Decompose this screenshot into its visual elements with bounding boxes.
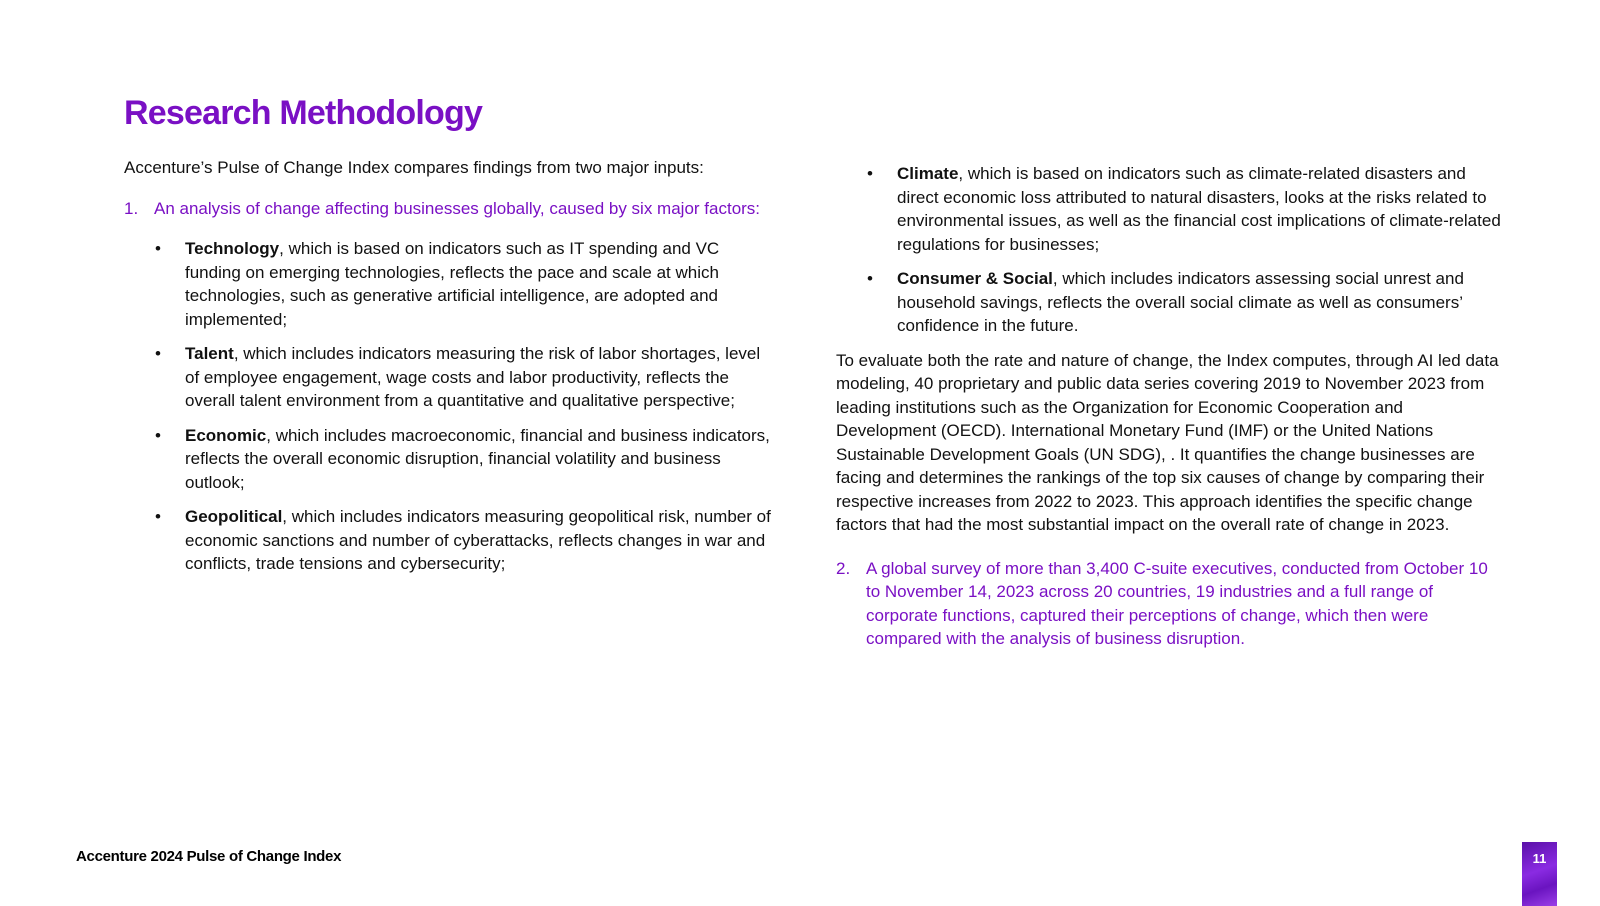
methodology-paragraph: To evaluate both the rate and nature of change, the Index computes, through AI led data modeling, 40 proprietary and public data series covering 2019 to November 2023 from leading institutions such as the Organization for Economic Cooperation and Development (OECD). International Monetary Fund (IMF) or the United Nations Sustainable Development Goals (UN SDG), . It quantifies the change businesses are facing and determines the rankings of the top six causes of change by comparing their respective increases from 2022 to 2023. This approach identifies the specific change factors that had the most substantial impact on the overall rate of change in 2023. bbox=[836, 350, 1499, 534]
footer-title: Accenture 2024 Pulse of Change Index bbox=[76, 848, 342, 865]
factor-name: Geopolitical bbox=[185, 507, 283, 526]
intro-text: Accenture’s Pulse of Change Index compares findings from two major inputs: bbox=[124, 158, 704, 177]
factor-name: Consumer & Social bbox=[897, 269, 1053, 288]
factor-item-talent bbox=[154, 342, 774, 413]
factor-name: Climate bbox=[897, 164, 959, 183]
factor-description: , which includes indicators measuring geopolitical risk, number of economic sanctions and number of cyberattacks, reflects changes in war and conflicts, trade tensions and cybersecurity; bbox=[185, 507, 771, 573]
bullet-icon: • bbox=[867, 269, 873, 288]
factor-list-continued bbox=[836, 162, 1501, 338]
item-number: 2. bbox=[836, 558, 851, 578]
factor-description: , which includes macroeconomic, financial and business indicators, reflects the overall economic disruption, financial volatility and business outlook; bbox=[185, 425, 770, 492]
factor-list bbox=[124, 237, 774, 576]
factor-description: , which is based on indicators such as climate-related disasters and direct economic loss attributed to natural disasters, looks at the risks related to environmental issues, as well as the financial cost implications of climate-related regulations for businesses; bbox=[897, 164, 1501, 254]
factor-item-climate bbox=[866, 162, 1501, 256]
numbered-item-1 bbox=[124, 197, 774, 221]
factor-description: , which includes indicators assessing social unrest and household savings, reflects the overall social climate as well as consumers’ confidence in the future. bbox=[897, 269, 1464, 335]
bullet-icon: • bbox=[155, 239, 161, 258]
item-text: An analysis of change affecting businesses globally, caused by six major factors: bbox=[154, 198, 761, 218]
numbered-item-2 bbox=[836, 557, 1501, 651]
bullet-icon: • bbox=[155, 344, 161, 363]
left-column bbox=[124, 156, 774, 587]
factor-description: , which includes indicators measuring the risk of labor shortages, level of employee engagement, wage costs and labor productivity, reflects the overall talent environment from a quantitative and qualitative perspective; bbox=[185, 344, 761, 410]
page-title: Research Methodology bbox=[124, 94, 483, 132]
page-number-badge: 11 bbox=[1522, 842, 1557, 906]
right-column bbox=[836, 162, 1501, 651]
factor-item-geopolitical bbox=[154, 505, 774, 576]
bullet-icon: • bbox=[155, 507, 161, 526]
bullet-icon: • bbox=[155, 425, 161, 445]
factor-name: Talent bbox=[185, 344, 234, 363]
bullet-icon: • bbox=[867, 164, 873, 183]
factor-description: , which is based on indicators such as IT spending and VC funding on emerging technologies, reflects the pace and scale at which technologies, such as generative artificial intelligence, are adopted and implemented; bbox=[185, 239, 720, 329]
item-number: 1. bbox=[124, 198, 139, 218]
factor-item-consumer-social bbox=[866, 267, 1501, 338]
factor-item-economic bbox=[154, 424, 774, 495]
factor-name: Technology bbox=[185, 239, 280, 258]
item-text: A global survey of more than 3,400 C-suite executives, conducted from October 10 to November 14, 2023 across 20 countries, 19 industries and a full range of corporate functions, captured their perceptions of change, which then were compared with the analysis of business disruption. bbox=[866, 558, 1488, 648]
factor-name: Economic bbox=[185, 425, 267, 445]
factor-item-technology bbox=[154, 237, 774, 331]
